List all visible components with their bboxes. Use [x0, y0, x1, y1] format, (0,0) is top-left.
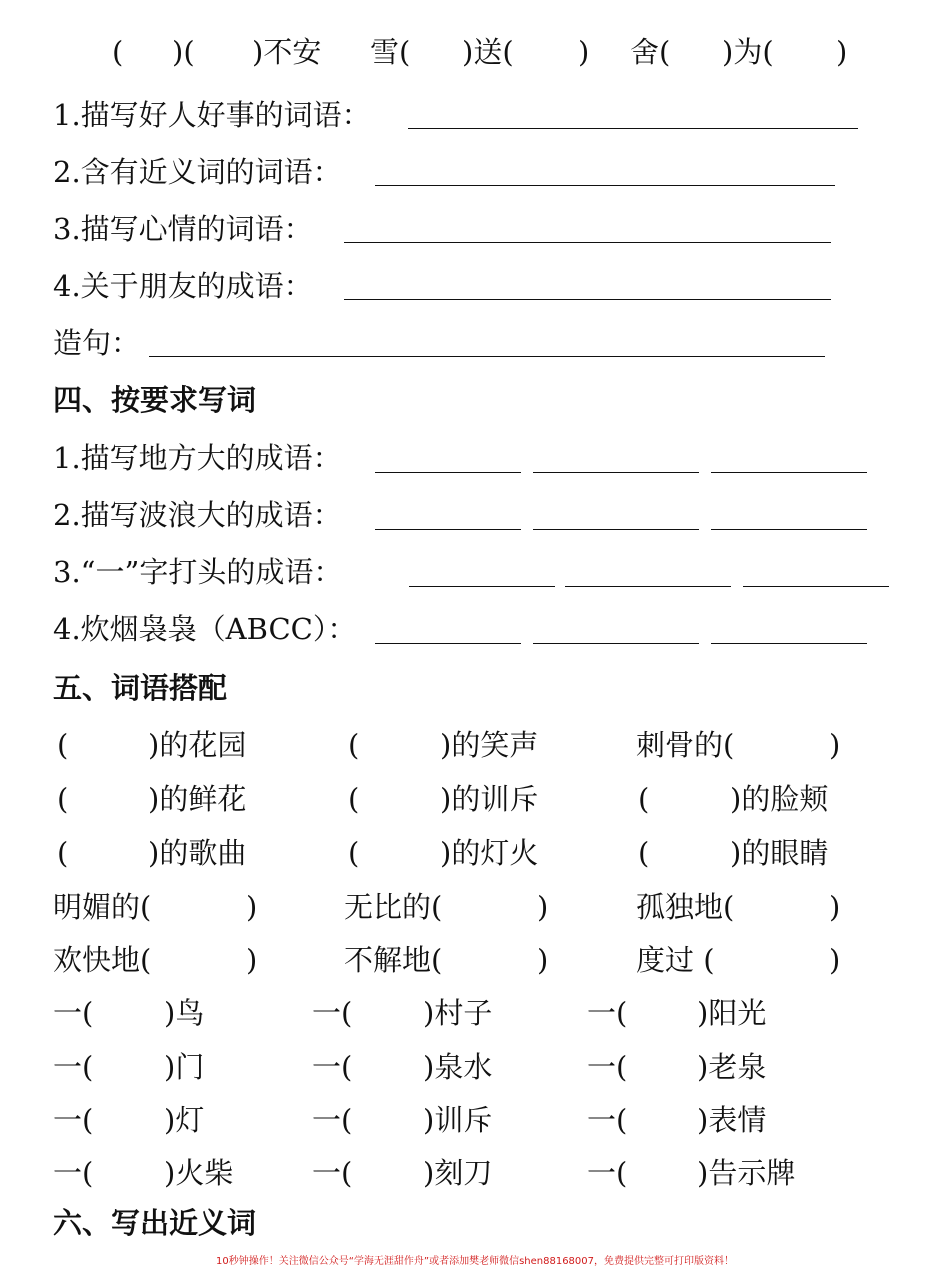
match-item: )的花园	[148, 728, 247, 762]
measure-item: )灯	[164, 1103, 205, 1137]
match-item: 孤独地(	[636, 890, 735, 924]
question-label: 1.描写地方大的成语：	[53, 441, 342, 475]
answer-line[interactable]	[711, 529, 867, 530]
match-item: )	[537, 943, 549, 977]
match-item: (	[638, 782, 650, 816]
answer-line[interactable]	[409, 586, 555, 587]
question-label: 2.描写波浪大的成语：	[53, 498, 342, 532]
answer-line[interactable]	[711, 472, 867, 473]
answer-line[interactable]	[344, 242, 831, 243]
question-label: 2.含有近义词的词语：	[53, 155, 342, 189]
measure-item: )表情	[697, 1103, 767, 1137]
measure-item: )训斥	[423, 1103, 493, 1137]
match-item: )的笑声	[440, 728, 539, 762]
question-label: 造句：	[53, 326, 141, 360]
answer-line[interactable]	[375, 185, 835, 186]
question-label: 3.“一”字打头的成语：	[53, 555, 343, 589]
answer-line[interactable]	[711, 643, 867, 644]
measure-item: 一(	[587, 1103, 628, 1137]
measure-item: 一(	[53, 996, 94, 1030]
match-item: )	[829, 728, 841, 762]
answer-line[interactable]	[149, 356, 825, 357]
measure-item: )鸟	[164, 996, 205, 1030]
answer-line[interactable]	[375, 643, 521, 644]
match-item: 刺骨的(	[636, 728, 735, 762]
answer-line[interactable]	[565, 586, 731, 587]
top-row-text: )(	[172, 35, 195, 69]
top-row-text: )为(	[722, 35, 774, 69]
measure-item: )刻刀	[423, 1156, 493, 1190]
answer-line[interactable]	[533, 472, 699, 473]
match-item: )的鲜花	[148, 782, 247, 816]
measure-item: 一(	[312, 1050, 353, 1084]
answer-line[interactable]	[743, 586, 889, 587]
section-heading: 四、按要求写词	[53, 383, 257, 417]
match-item: )的训斥	[440, 782, 539, 816]
measure-item: 一(	[312, 996, 353, 1030]
measure-item: 一(	[312, 1156, 353, 1190]
measure-item: 一(	[587, 1156, 628, 1190]
measure-item: 一(	[53, 1156, 94, 1190]
match-item: 不解地(	[344, 943, 443, 977]
match-item: )	[246, 943, 258, 977]
measure-item: 一(	[53, 1050, 94, 1084]
top-row-text: (	[112, 35, 124, 69]
match-item: )	[537, 890, 549, 924]
match-item: )的脸颊	[730, 782, 829, 816]
match-item: (	[638, 836, 650, 870]
measure-item: )门	[164, 1050, 205, 1084]
measure-item: 一(	[312, 1103, 353, 1137]
match-item: (	[57, 836, 69, 870]
measure-item: )泉水	[423, 1050, 493, 1084]
question-label: 3.描写心情的词语：	[53, 212, 313, 246]
top-row-text: )不安	[252, 35, 322, 69]
match-item: )的歌曲	[148, 836, 247, 870]
question-label: 4.炊烟袅袅（ABCC）：	[53, 612, 357, 646]
match-item: (	[57, 782, 69, 816]
match-item: (	[348, 836, 360, 870]
match-item: )的眼睛	[730, 836, 829, 870]
top-row-text: )	[836, 35, 848, 69]
match-item: (	[348, 782, 360, 816]
match-item: (	[57, 728, 69, 762]
answer-line[interactable]	[533, 643, 699, 644]
answer-line[interactable]	[375, 529, 521, 530]
measure-item: 一(	[587, 996, 628, 1030]
measure-item: 一(	[587, 1050, 628, 1084]
match-item: 无比的(	[344, 890, 443, 924]
measure-item: )村子	[423, 996, 493, 1030]
top-row-text: )	[578, 35, 590, 69]
footer-notice: 10秒钟操作！关注微信公众号“学海无涯甜作舟”或者添加樊老师微信shen88168007，免费提供完整可打印版资料！	[215, 1256, 735, 1267]
top-row-text: 舍(	[630, 35, 671, 69]
match-item: (	[348, 728, 360, 762]
match-item: 欢快地(	[53, 943, 152, 977]
section-heading: 六、写出近义词	[53, 1206, 257, 1240]
answer-line[interactable]	[408, 128, 858, 129]
answer-line[interactable]	[344, 299, 831, 300]
answer-line[interactable]	[375, 472, 521, 473]
measure-item: )火柴	[164, 1156, 234, 1190]
match-item: )	[829, 890, 841, 924]
measure-item: )老泉	[697, 1050, 767, 1084]
measure-item: )告示牌	[697, 1156, 796, 1190]
measure-item: 一(	[53, 1103, 94, 1137]
match-item: )	[829, 943, 841, 977]
match-item: )的灯火	[440, 836, 539, 870]
match-item: )	[246, 890, 258, 924]
question-label: 1.描写好人好事的词语：	[53, 98, 371, 132]
top-row-text: )送(	[462, 35, 514, 69]
measure-item: )阳光	[697, 996, 767, 1030]
section-heading: 五、词语搭配	[53, 671, 228, 705]
top-row-text: 雪(	[370, 35, 411, 69]
question-label: 4.关于朋友的成语：	[53, 269, 313, 303]
match-item: 明媚的(	[53, 890, 152, 924]
answer-line[interactable]	[533, 529, 699, 530]
match-item: 度过 (	[636, 943, 715, 977]
